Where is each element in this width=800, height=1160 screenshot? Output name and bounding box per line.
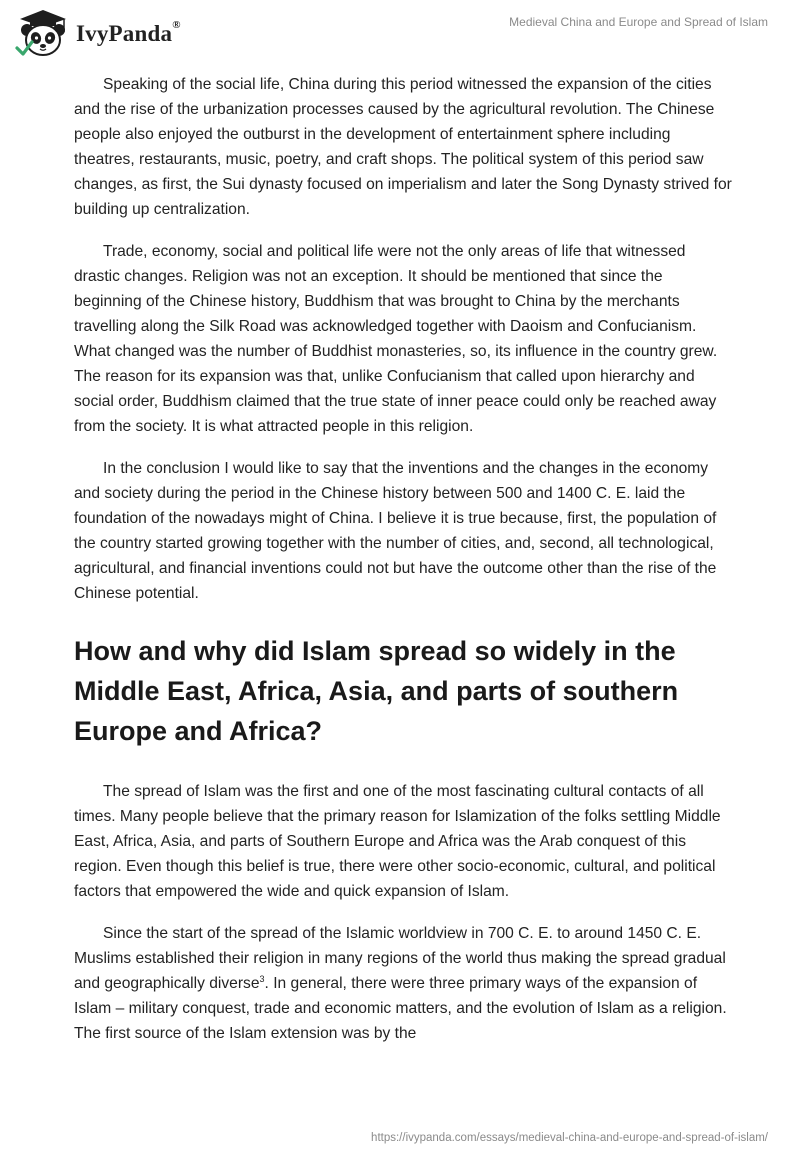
registered-mark: ® [172, 19, 181, 31]
paragraph: Speaking of the social life, China during this period witnessed the expansion of the cities and the rise of the urbanization processes caused by the agricultural revolution. The Chinese people also enjoyed the outburst in the development of entertainment sphere including theatres, restaurants, music, poetry, and craft shops. The political system of this period saw changes, as first, the Sui dynasty focused on imperialism and later the Song Dynasty strived for building up centralization. [74, 76, 732, 218]
paragraph-text: . In general, there were three primary ways of the expansion of Islam – military conquest, trade and economic matters, and the evolution of Islam as a religion. The first source of the Islam extension was by the [74, 975, 727, 1042]
section-heading: How and why did Islam spread so widely in the Middle East, Africa, Asia, and parts of southern Europe and Africa? [74, 636, 679, 746]
page-header [0, 0, 800, 62]
paragraph: Trade, economy, social and political life were not the only areas of life that witnessed drastic changes. Religion was not an exception. It should be mentioned that since the beginning of the Chinese history, Buddhism that was brought to China by the merchants travelling along the Silk Road was acknowledged together with Daoism and Confucianism. What changed was the number of Buddhist monasteries, so, its influence in the country grew. The reason for its expansion was that, unlike Confucianism that called upon hierarchy and social order, Buddhism claimed that the true state of inner peace could only be reached away from the society. It is what attracted people in this religion. [74, 243, 718, 435]
ivypanda-logo[interactable] [14, 8, 181, 58]
paragraph: The spread of Islam was the first and one of the most fascinating cultural contacts of all times. Many people believe that the primary reason for Islamization of the folks settling Middle East, Africa, Asia, and parts of Southern Europe and Africa was the Arab conquest of this region. Even though this belief is true, there were other socio-economic, cultural, and political factors that empowered the wide and quick expansion of Islam. [74, 783, 721, 900]
paragraph: In the conclusion I would like to say that the inventions and the changes in the economy and society during the period in the Chinese history between 500 and 1400 C. E. laid the foundation of the nowadays might of China. I believe it is true because, first, the population of the country started growing together with the number of cities, and, second, all technological, agricultural, and financial inventions could not but have the outcome other than the rise of the Chinese potential. [74, 460, 717, 602]
footnote-reference[interactable]: 3 [259, 973, 265, 984]
document-title: Medieval China and Europe and Spread of Islam [509, 15, 768, 29]
essay-body [74, 72, 734, 1063]
brand-name: IvyPanda® [76, 19, 181, 46]
paragraph-text: Since the start of the spread of the Islamic worldview in 700 C. E. to around 1450 C. E. Muslims established their religion in many regions of the world thus making the spread gradual and geographically diverse [74, 925, 726, 992]
source-url[interactable]: https://ivypanda.com/essays/medieval-china-and-europe-and-spread-of-islam/ [371, 1132, 768, 1144]
panda-graduate-icon [14, 8, 72, 58]
paragraph-with-footnote [74, 921, 734, 1046]
